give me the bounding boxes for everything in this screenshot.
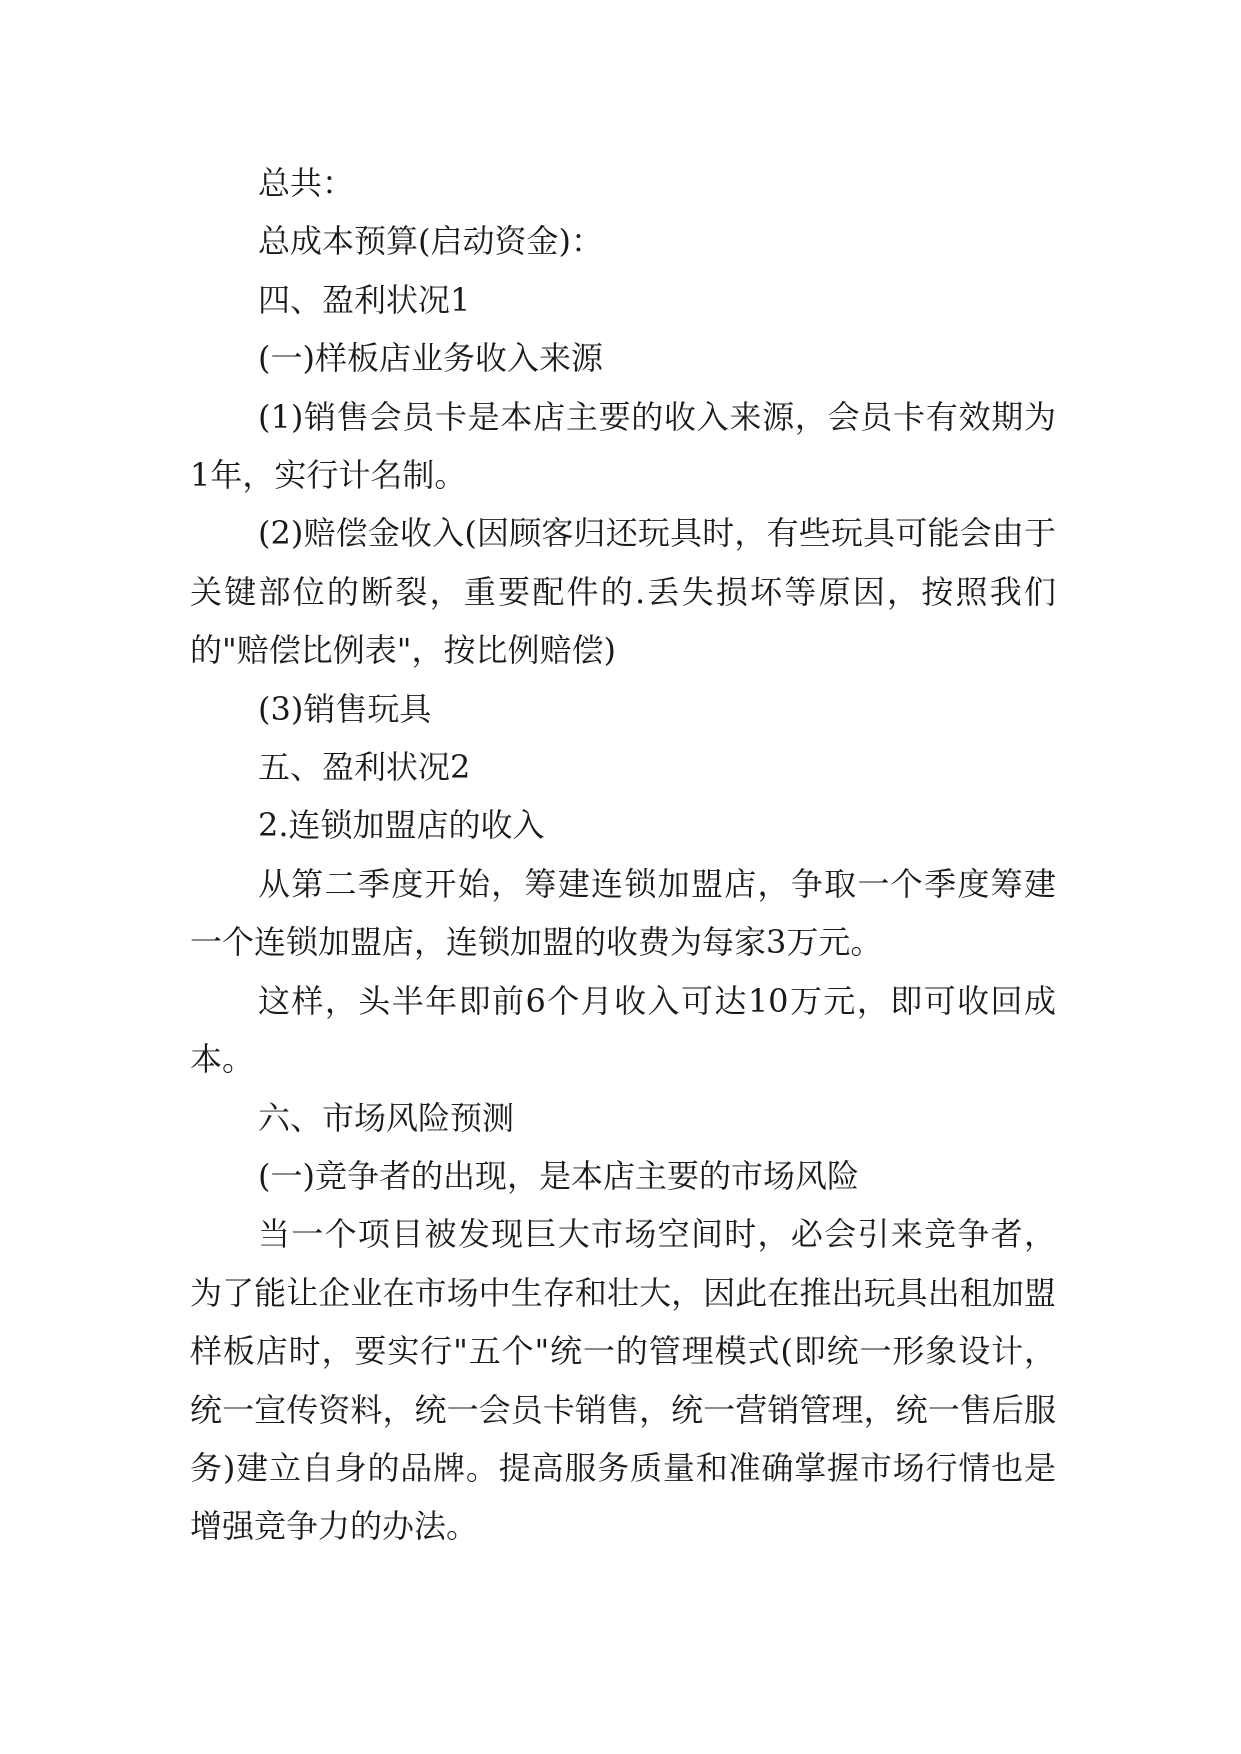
paragraph-franchise-plan: 从第二季度开始，筹建连锁加盟店，争取一个季度筹建一个连锁加盟店，连锁加盟的收费为每家3万元。 bbox=[190, 864, 1056, 962]
paragraph-total: 总共： bbox=[258, 164, 355, 202]
subheading-income-sources: (一)样板店业务收入来源 bbox=[258, 339, 603, 378]
paragraph-total-cost-budget: 总成本预算(启动资金)： bbox=[258, 222, 603, 261]
paragraph-half-year-income: 这样，头半年即前6个月收入可达10万元，即可收回成本。 bbox=[190, 981, 1056, 1079]
section-heading-profit-1: 四、盈利状况1 bbox=[258, 280, 471, 319]
paragraph-membership-card-sales: (1)销售会员卡是本店主要的收入来源，会员卡有效期为1年，实行计名制。 bbox=[190, 397, 1056, 495]
subheading-franchise-income: 2.连锁加盟店的收入 bbox=[258, 806, 545, 845]
document-body bbox=[190, 154, 1056, 1556]
section-heading-market-risk: 六、市场风险预测 bbox=[258, 1098, 515, 1137]
paragraph-competition-strategy: 当一个项目被发现巨大市场空间时，必会引来竞争者，为了能让企业在市场中生存和壮大，因此在推出玩具出租加盟样板店时，要实行"五个"统一的管理模式(即统一形象设计，统一宣传资料，统一会员卡销售，统一营销管理，统一售后服务)建立自身的品牌。提高服务质量和准确掌握市场行情也是增强竞争力的办法。 bbox=[190, 1215, 1056, 1546]
paragraph-toy-sales: (3)销售玩具 bbox=[258, 689, 432, 728]
subheading-competitors: (一)竞争者的出现，是本店主要的市场风险 bbox=[258, 1156, 859, 1195]
paragraph-compensation-income: (2)赔偿金收入(因顾客归还玩具时，有些玩具可能会由于关键部位的断裂，重要配件的.丢失损坏等原因，按照我们的"赔偿比例表"，按比例赔偿) bbox=[190, 514, 1056, 670]
section-heading-profit-2: 五、盈利状况2 bbox=[258, 748, 471, 787]
